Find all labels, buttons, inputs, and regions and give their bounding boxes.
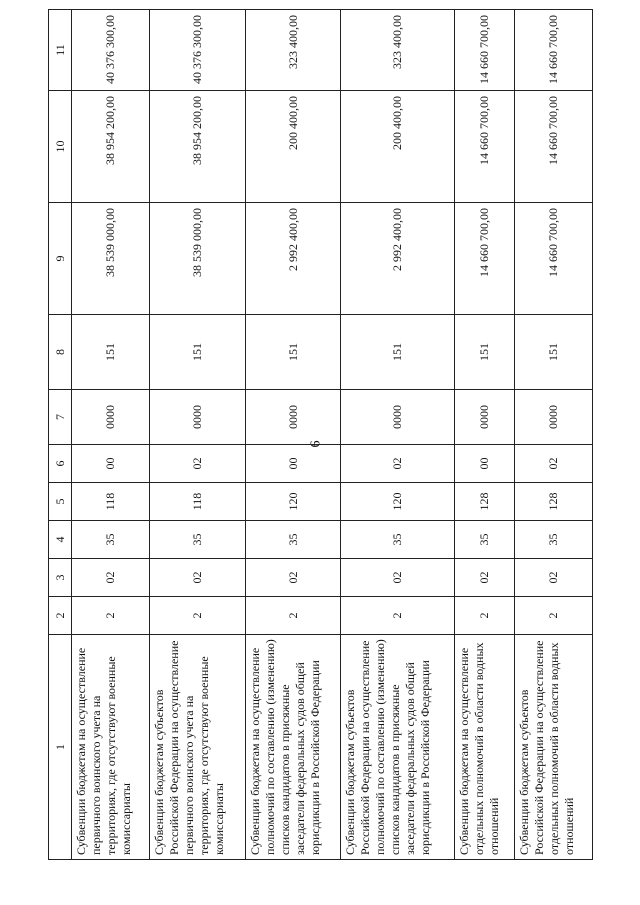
- table-row: [149, 10, 245, 860]
- table-cell: 151: [455, 315, 515, 390]
- table-cell: 02: [149, 445, 245, 483]
- table-cell: 118: [149, 483, 245, 521]
- table-cell: 38 954 200,00: [149, 91, 245, 203]
- column-header: 6: [49, 445, 72, 483]
- table-cell: 35: [72, 521, 150, 559]
- table-cell: 2: [455, 597, 515, 635]
- table-cell: 14 660 700,00: [515, 91, 593, 203]
- table-cell: 0000: [455, 390, 515, 445]
- table-cell: 00: [455, 445, 515, 483]
- row-name-cell: Субвенции бюджетам на осуществление отдельных полномочий в области водных отношений: [455, 635, 515, 860]
- table-cell: 2 992 400,00: [245, 203, 341, 315]
- table-cell: 151: [341, 315, 455, 390]
- column-header: 1: [49, 635, 72, 860]
- table-cell: 00: [72, 445, 150, 483]
- table-cell: 38 954 200,00: [72, 91, 150, 203]
- column-header: 4: [49, 521, 72, 559]
- table-cell: 35: [341, 521, 455, 559]
- table-cell: 00: [245, 445, 341, 483]
- column-header: 9: [49, 203, 72, 315]
- table-cell: 2 992 400,00: [341, 203, 455, 315]
- column-header: 3: [49, 559, 72, 597]
- table-cell: 02: [149, 559, 245, 597]
- column-header: 10: [49, 91, 72, 203]
- table-cell: 120: [341, 483, 455, 521]
- table-cell: 14 660 700,00: [455, 91, 515, 203]
- table-cell: 0000: [149, 390, 245, 445]
- table-cell: 35: [245, 521, 341, 559]
- table-cell: 0000: [341, 390, 455, 445]
- table-cell: 14 660 700,00: [455, 203, 515, 315]
- column-header: 2: [49, 597, 72, 635]
- table-cell: 14 660 700,00: [455, 10, 515, 91]
- row-name-cell: Субвенции бюджетам субъектов Российской Федерации на осуществление первичного воинского учета на территориях, где отсутствуют военные комиссариаты: [149, 635, 245, 860]
- page-number: 6: [308, 440, 324, 448]
- table-cell: 120: [245, 483, 341, 521]
- table-cell: 02: [455, 559, 515, 597]
- table-cell: 323 400,00: [245, 10, 341, 91]
- table-cell: 0000: [245, 390, 341, 445]
- table-cell: 2: [72, 597, 150, 635]
- row-name-cell: Субвенции бюджетам субъектов Российской Федерации на осуществление полномочий по составлению (изменению) списков кандидатов в присяжные заседатели федеральных судов общей юрисдикции в Российской Федерации: [341, 635, 455, 860]
- row-name-cell: Субвенции бюджетам субъектов Российской Федерации на осуществление отдельных полномочий в области водных отношений: [515, 635, 593, 860]
- row-name-cell: Субвенции бюджетам на осуществление полномочий по составлению (изменению) списков кандидатов в присяжные заседатели федеральных судов общей юрисдикции в Российской Федерации: [245, 635, 341, 860]
- table-cell: 02: [245, 559, 341, 597]
- table-cell: 128: [455, 483, 515, 521]
- table-row: [72, 10, 150, 860]
- table-header-row: [49, 10, 72, 860]
- table-cell: 0000: [515, 390, 593, 445]
- table-cell: 35: [455, 521, 515, 559]
- table-row: [245, 10, 341, 860]
- table-cell: 40 376 300,00: [72, 10, 150, 91]
- column-header: 5: [49, 483, 72, 521]
- table-cell: 02: [515, 559, 593, 597]
- table-cell: 2: [515, 597, 593, 635]
- table-row: [515, 10, 593, 860]
- table-cell: 02: [72, 559, 150, 597]
- table-cell: 128: [515, 483, 593, 521]
- table-cell: 40 376 300,00: [149, 10, 245, 91]
- subsidy-table: [48, 9, 593, 860]
- table-cell: 151: [149, 315, 245, 390]
- table-cell: 151: [245, 315, 341, 390]
- column-header: 11: [49, 10, 72, 91]
- table-row: [455, 10, 515, 860]
- table-cell: 14 660 700,00: [515, 203, 593, 315]
- table-cell: 38 539 000,00: [149, 203, 245, 315]
- table-cell: 200 400,00: [245, 91, 341, 203]
- table-cell: 2: [341, 597, 455, 635]
- column-header: 8: [49, 315, 72, 390]
- table-cell: 323 400,00: [341, 10, 455, 91]
- table-row: [341, 10, 455, 860]
- table-cell: 0000: [72, 390, 150, 445]
- table-cell: 2: [149, 597, 245, 635]
- table-cell: 2: [245, 597, 341, 635]
- rotated-table-stage: [48, 15, 593, 860]
- table-cell: 35: [149, 521, 245, 559]
- table-cell: 02: [515, 445, 593, 483]
- table-cell: 38 539 000,00: [72, 203, 150, 315]
- table-cell: 151: [515, 315, 593, 390]
- table-cell: 02: [341, 445, 455, 483]
- table-cell: 35: [515, 521, 593, 559]
- table-cell: 151: [72, 315, 150, 390]
- table-cell: 118: [72, 483, 150, 521]
- table-cell: 200 400,00: [341, 91, 455, 203]
- table-cell: 02: [341, 559, 455, 597]
- row-name-cell: Субвенции бюджетам на осуществление первичного воинского учета на территориях, где отсутствуют военные комиссариаты: [72, 635, 150, 860]
- column-header: 7: [49, 390, 72, 445]
- table-cell: 14 660 700,00: [515, 10, 593, 91]
